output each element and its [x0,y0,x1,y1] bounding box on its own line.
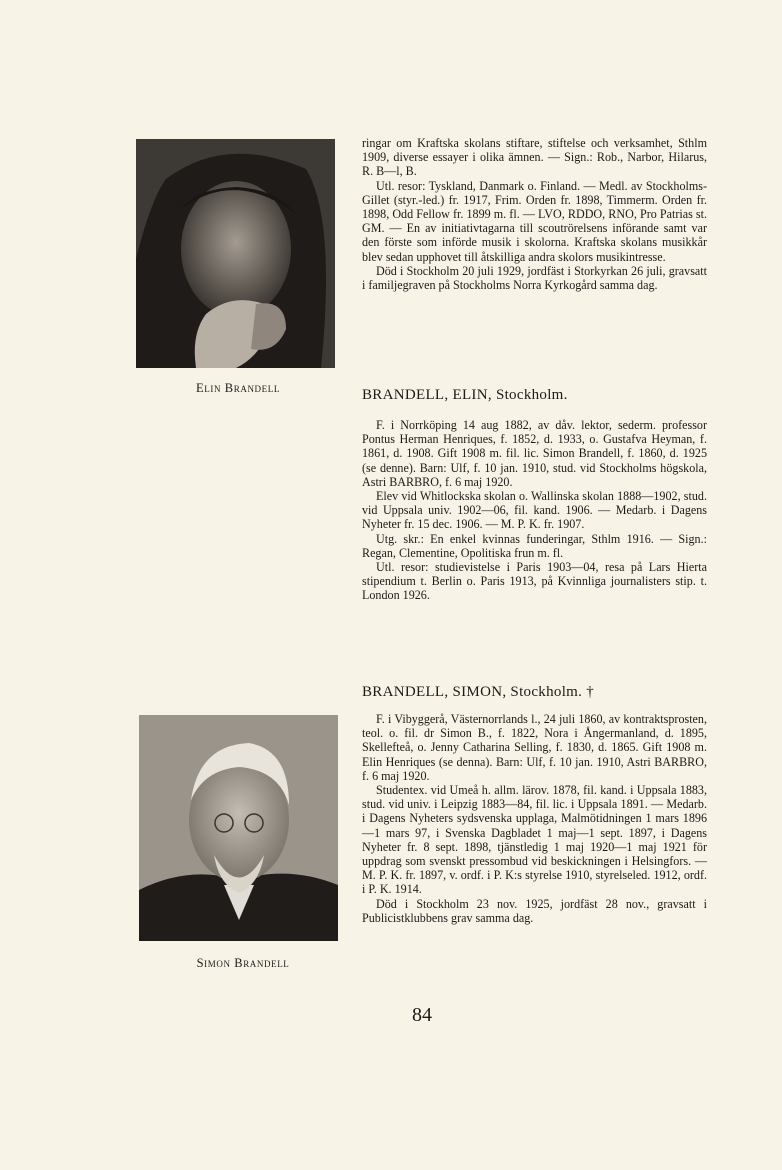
entry-text [362,418,707,603]
entry-heading: BRANDELL, ELIN, Stockholm. [362,387,568,403]
entry-heading: BRANDELL, SIMON, Stockholm. † [362,684,595,700]
portrait-caption: Simon Brandell [196,956,290,970]
page-number: 84 [412,1004,432,1026]
entry-text [362,712,707,925]
paragraph: Död i Stockholm 20 juli 1929, jordfäst i Storkyrkan 26 juli, gravsatt i familjegraven på Stockholms Norra Kyrkogård samma dag. [362,263,707,293]
paragraph: Utl. resor: Tyskland, Danmark o. Finland. — Medl. av Stockholms-Gillet (styr.-led.) fr. 1917, Frim. Orden fr. 1898, Timmerm. Orden fr. 1898, Odd Fellow fr. 1899 m. fl. — LVO, RDDO, RNO, Pro Patrias st. GM. — En av initiativtagarna till scoutrörelsens införande samt var den förste som införde musik i skolorna. Kraftska skolans musikkår blev sedan upphovet till åtskilliga andra skolors musikintresse. [362,178,707,264]
continuation-text [362,136,707,292]
paragraph: ringar om Kraftska skolans stiftare, stiftelse och verksamhet, Sthlm 1909, diverse essayer i olika ämnen. — Sign.: Rob., Narbor, Hilarus, R. B—l, B. [362,136,707,179]
paragraph: Utg. skr.: En enkel kvinnas funderingar, Sthlm 1916. — Sign.: Regan, Clementine, Opolitiska frun m. fl. [362,531,707,560]
paragraph: Studentex. vid Umeå h. allm. lärov. 1878, fil. kand. i Uppsala 1883, stud. vid univ. i Leipzig 1883—84, fil. lic. i Uppsala 1891. — Medarb. i Dagens Nyheters sydsvenska upplaga, Malmötidningen 1 mars 1896—1 mars 97, i Svenska Dagbladet 1 maj—1 sept. 1897, i Dagens Nyheter fr. 8 sept. 1898, tjänstledig 1 maj 1920—1 maj 1921 för uppdrag som svenskt pressombud vid beskickningen i Helsingfors. — M. P. K. fr. 1897, v. ordf. i P. K:s styrelse 1910, styrelseled. 1912, ordf. i P. K. 1914. [362,783,707,897]
paragraph: F. i Norrköping 14 aug 1882, av dåv. lektor, sederm. professor Pontus Herman Henriques, f. 1852, d. 1933, o. Gustafva Heyman, f. 1861, d. 1908. Gift 1908 m. fil. lic. Simon Brandell, f. 1860, d. 1925 (se denne). Barn: Ulf, f. 10 jan. 1910, stud. vid Stockholms högskola, Astri BARBRO, f. 6 maj 1920. [362,418,707,489]
portrait-elin-brandell [136,139,335,368]
portrait-caption: Elin Brandell [196,381,280,395]
paragraph: F. i Vibyggerå, Västernorrlands l., 24 juli 1860, av kontraktsprosten, teol. o. fil. dr Simon B., f. 1822, Nora i Ångermanland, d. 1895, Skellefteå, o. Jenny Catharina Selling, f. 1830, d. 1865. Gift 1908 m. Elin Henriques (se denna). Barn: Ulf, f. 10 jan. 1910, Astri BARBRO, f. 6 maj 1920. [362,712,707,783]
paragraph: Elev vid Whitlockska skolan o. Wallinska skolan 1888—1902, stud. vid Uppsala univ. 1902—06, fil. kand. 1906. — Medarb. i Dagens Nyheter fr. 15 dec. 1906. — M. P. K. fr. 1907. [362,489,707,532]
paragraph: Död i Stockholm 23 nov. 1925, jordfäst 28 nov., gravsatt i Publicistklubbens grav samma dag. [362,896,707,925]
portrait-simon-brandell [139,715,338,941]
paragraph: Utl. resor: studievistelse i Paris 1903—04, resa på Lars Hierta stipendium t. Berlin o. Paris 1913, på Kvinnliga journalisters stip. t. London 1926. [362,560,707,603]
